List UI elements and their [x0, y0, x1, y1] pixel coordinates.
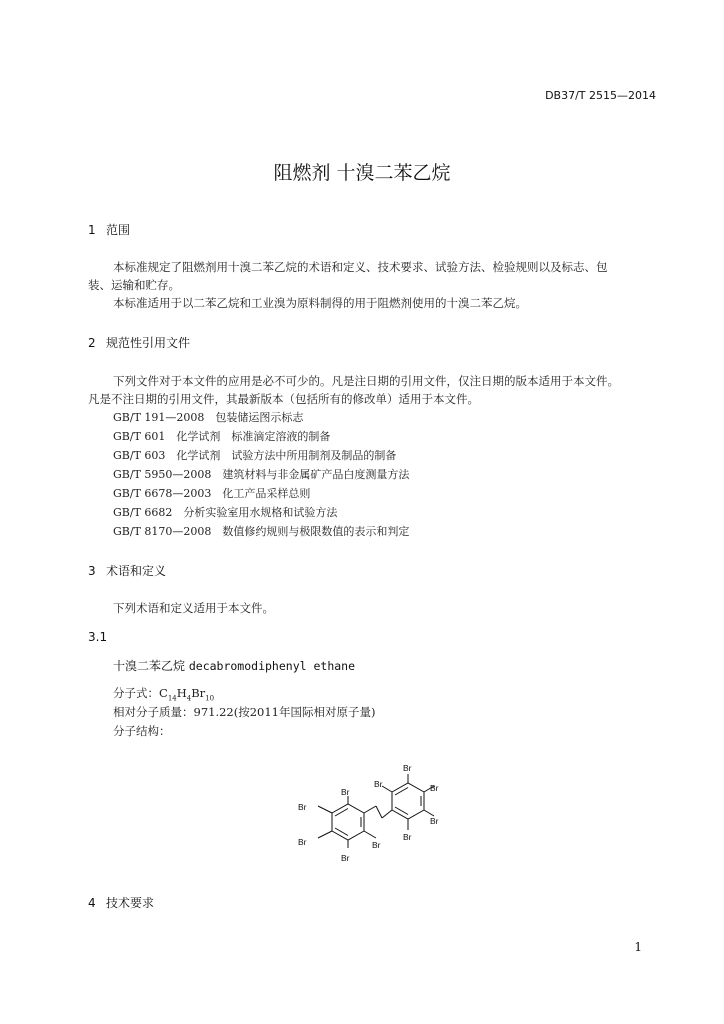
term-chinese: 十溴二苯乙烷: [113, 659, 186, 673]
formula-br-count: 10: [205, 694, 215, 703]
atom-label: Br: [403, 763, 412, 773]
atom-label: Br: [341, 787, 350, 797]
subsection-number: 3.1: [88, 630, 108, 644]
reference-item: GB/T 8170—2008 数值修约规则与极限数值的表示和判定: [113, 525, 410, 538]
section-3-heading: [88, 562, 166, 579]
section-number: 3: [88, 564, 96, 578]
structure-label: 分子结构：: [113, 724, 171, 738]
atom-label: Br: [430, 783, 439, 793]
scope-paragraph-2: 本标准适用于以二苯乙烷和工业溴为原料制得的用于阻燃剂使用的十溴二苯乙烷。: [113, 296, 527, 310]
page-number: 1: [634, 940, 642, 954]
atom-label: Br: [430, 816, 439, 826]
reference-item: GB/T 5950—2008 建筑材料与非金属矿产品白度测量方法: [113, 468, 410, 481]
section-1-heading: [88, 221, 130, 238]
molecular-structure-diagram: [290, 760, 460, 870]
formula-label: 分子式：: [113, 686, 159, 700]
standard-number: DB37/T 2515—2014: [545, 89, 656, 102]
reference-item: GB/T 191—2008 包装储运图示标志: [113, 411, 304, 424]
document-title: 阻燃剂 十溴二苯乙烷: [273, 162, 451, 184]
atom-label: Br: [403, 832, 412, 842]
normative-paragraph-line-1: 下列文件对于本文件的应用是必不可少的。凡是注日期的引用文件，仅注日期的版本适用于本文件。: [113, 374, 619, 388]
scope-paragraph-1-line-1: 本标准规定了阻燃剂用十溴二苯乙烷的术语和定义、技术要求、试验方法、检验规则以及标志、包: [113, 260, 608, 274]
formula-h-count: 4: [186, 694, 192, 703]
atom-label: Br: [298, 802, 307, 812]
scope-paragraph-1-line-2: 装、运输和贮存。: [88, 278, 180, 292]
atom-label: Br: [298, 837, 307, 847]
formula-c: C: [159, 686, 168, 700]
section-title: 术语和定义: [106, 564, 167, 578]
molecular-formula: [113, 685, 214, 702]
atom-label: Br: [372, 840, 381, 850]
atom-label: Br: [374, 779, 383, 789]
terms-intro: 下列术语和定义适用于本文件。: [113, 601, 274, 615]
reference-item: GB/T 6682 分析实验室用水规格和试验方法: [113, 506, 338, 519]
formula-h: H: [176, 686, 187, 700]
section-title: 技术要求: [106, 896, 155, 910]
section-number: 4: [88, 896, 96, 910]
normative-paragraph-line-2: 凡是不注日期的引用文件，其最新版本（包括所有的修改单）适用于本文件。: [88, 392, 479, 406]
atom-label: Br: [341, 853, 350, 863]
term-entry: [113, 657, 355, 674]
reference-item: GB/T 601 化学试剂 标准滴定溶液的制备: [113, 430, 331, 443]
formula-c-count: 14: [167, 694, 177, 703]
structure-atoms: [298, 763, 439, 863]
section-4-heading: [88, 894, 154, 911]
molecular-mass: 相对分子质量：971.22(按2011年国际相对原子量): [113, 705, 376, 719]
section-title: 范围: [106, 223, 131, 237]
section-title: 规范性引用文件: [106, 336, 191, 350]
formula-br: Br: [191, 686, 206, 700]
section-number: 1: [88, 223, 96, 237]
section-number: 2: [88, 336, 96, 350]
term-english: decabromodiphenyl ethane: [188, 659, 356, 673]
reference-item: GB/T 6678—2003 化工产品采样总则: [113, 487, 311, 500]
reference-item: GB/T 603 化学试剂 试验方法中所用制剂及制品的制备: [113, 449, 397, 462]
section-2-heading: [88, 334, 190, 351]
